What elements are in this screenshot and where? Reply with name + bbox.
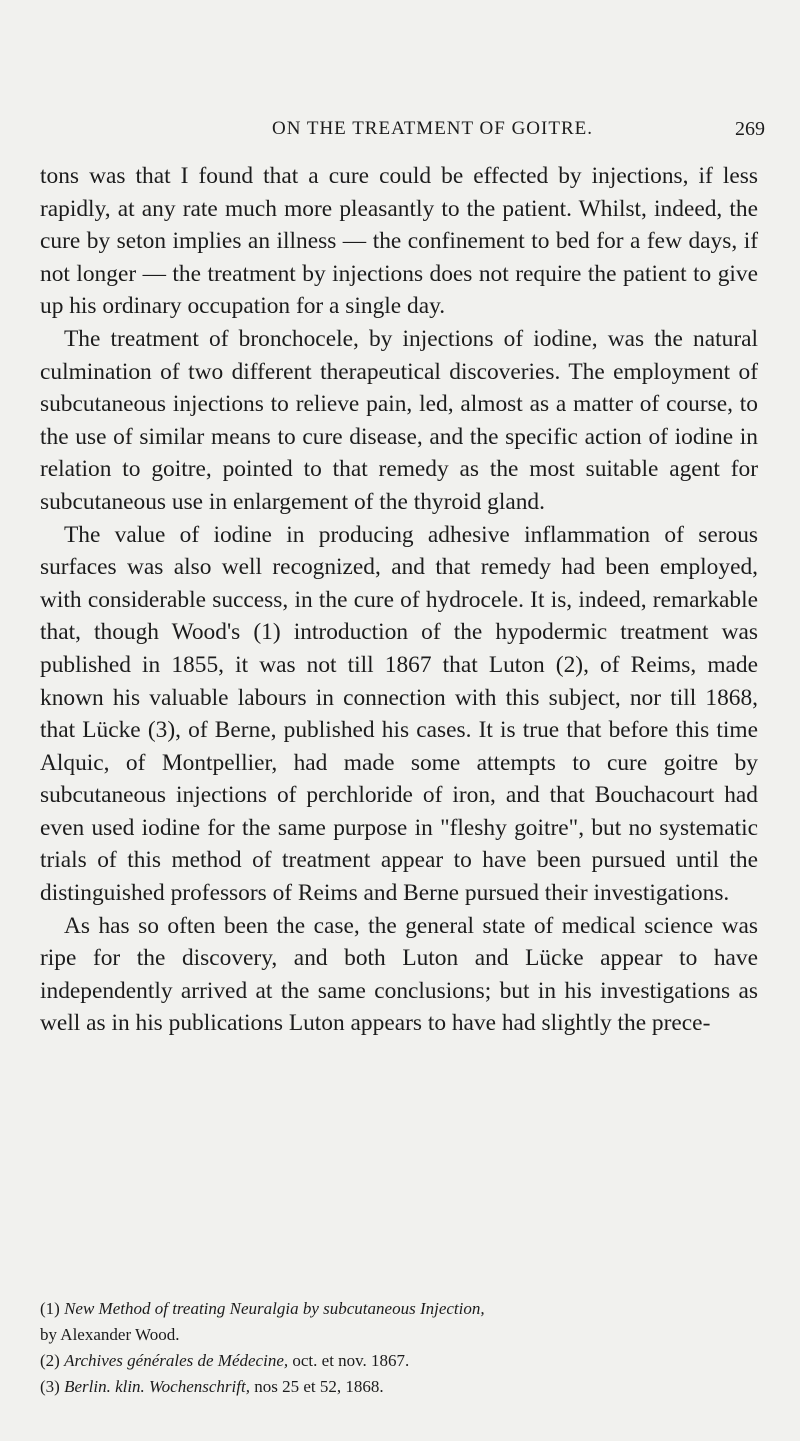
footnote-2	[40, 1348, 758, 1374]
footnote-detail: oct. et nov. 1867.	[292, 1351, 410, 1370]
footnote-mark: (1)	[40, 1299, 60, 1318]
footnote-1	[40, 1296, 758, 1348]
footnote-mark: (3)	[40, 1377, 60, 1396]
footnote-citation: New Method of treating Neuralgia by subcutaneous Injection,	[64, 1299, 485, 1318]
paragraph-2: The treatment of bronchocele, by injections of iodine, was the natural culmination of two different therapeutical discoveries. The employment of subcutaneous injections to relieve pain, led, almost as a matter of course, to the use of similar means to cure disease, and the specific action of iodine in relation to goitre, pointed to that remedy as the most suitable agent for subcutaneous use in enlargement of the thyroid gland.	[40, 325, 758, 515]
paragraph-3: The value of iodine in producing adhesive inflammation of serous surfaces was also well recognized, and that remedy had been employed, with considerable success, in the cure of hydrocele. It is, indeed, remarkable that, though Wood's (1) introduction of the hypodermic treatment was published in 1855, it was not till 1867 that Luton (2), of Reims, made known his valuable labours in connection with this subject, nor till 1868, that Lücke (3), of Berne, published his cases. It is true that before this time Alquic, of Montpellier, had made some attempts to cure goitre by subcutaneous injections of perchloride of iron, and that Bouchacourt had even used iodine for the same purpose in "fleshy goitre", but no systematic trials of this method of treatment appear to have been pursued until the distinguished professors of Reims and Berne pursued their investigations.	[40, 521, 758, 907]
footnote-3	[40, 1374, 758, 1400]
footnotes	[40, 1296, 758, 1400]
footnote-mark: (2)	[40, 1351, 60, 1370]
footnote-detail: by Alexander Wood.	[40, 1325, 180, 1344]
paragraph-4: As has so often been the case, the general state of medical science was ripe for the discovery, and both Luton and Lücke appear to have independently arrived at the same conclusions; but in his investigations as well as in his publications Luton appears to have had slightly the prece-	[40, 912, 758, 1037]
paragraph-1: tons was that I found that a cure could be effected by injections, if less rapidly, at any rate much more pleasantly to the patient. Whilst, indeed, the cure by seton implies an illness — the confinement to bed for a few days, if not longer — the treatment by injections does not require the patient to give up his ordinary occupation for a single day.	[40, 163, 758, 320]
footnote-citation: Berlin. klin. Wochenschrift,	[64, 1377, 250, 1396]
page-header	[40, 118, 765, 148]
footnote-detail: nos 25 et 52, 1868.	[254, 1377, 384, 1396]
page-number: 269	[735, 118, 765, 140]
footnote-citation: Archives générales de Médecine,	[64, 1351, 289, 1370]
running-title: ON THE TREATMENT OF GOITRE.	[272, 118, 593, 139]
body-text	[40, 160, 758, 1040]
